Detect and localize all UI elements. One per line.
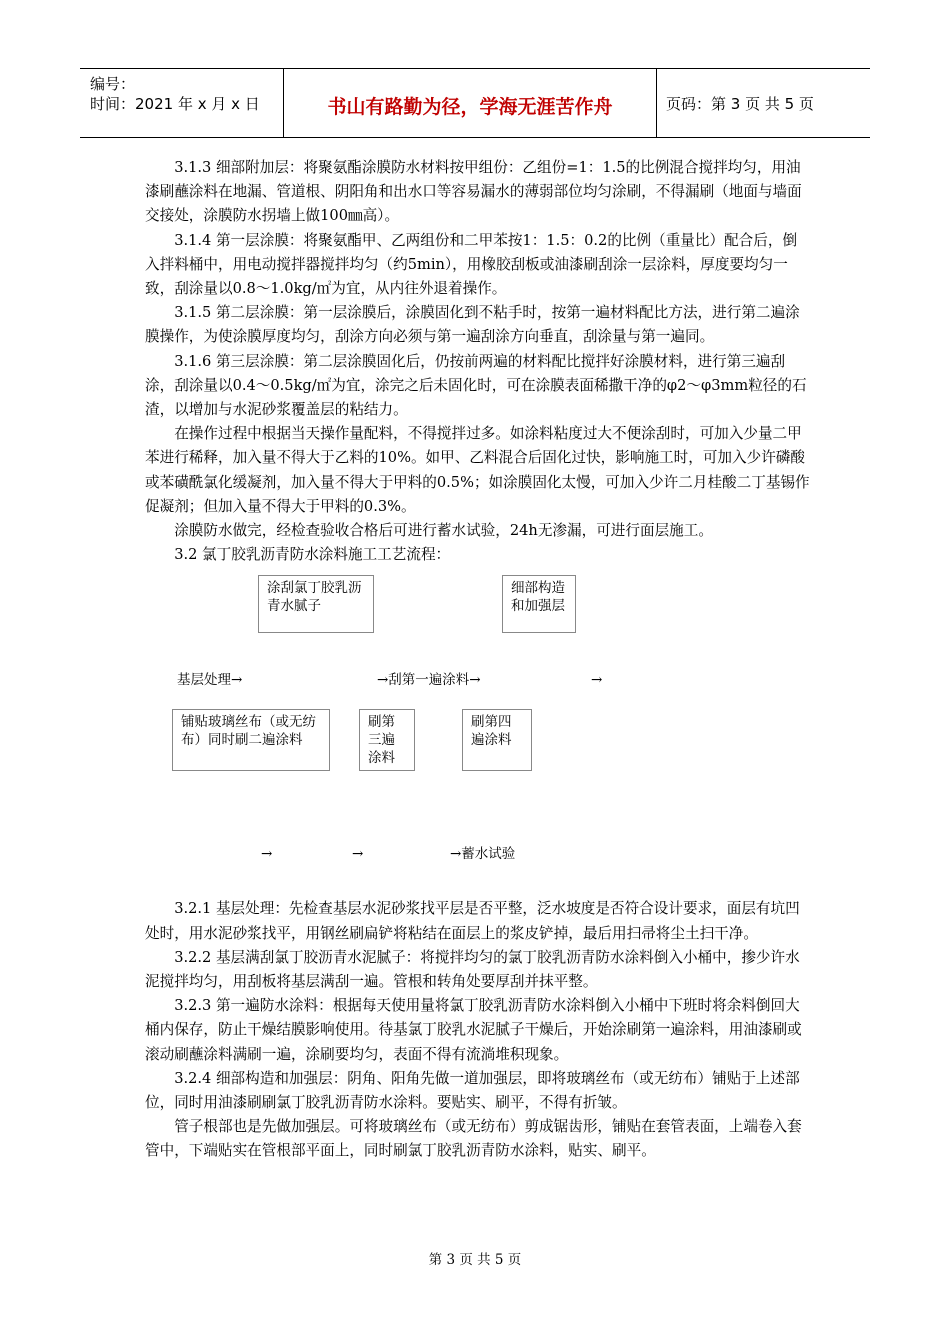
flow-box-fourth-coat: 刷第四遍涂料 bbox=[462, 709, 532, 771]
header-motto: 书山有路勤为径，学海无涯苦作舟 bbox=[327, 96, 613, 118]
page-header bbox=[80, 68, 870, 138]
flow-arrow: → bbox=[352, 846, 364, 863]
header-number-label: 编号： bbox=[90, 75, 136, 93]
flow-box-detail: 细部构造和加强层 bbox=[502, 575, 576, 633]
page-footer: 第 3 页 共 5 页 bbox=[428, 1252, 522, 1268]
header-motto-cell bbox=[283, 69, 657, 137]
paragraph: 管子根部也是先做加强层。可将玻璃丝布（或无纺布）剪成锯齿形，铺贴在套管表面，上端卷入套管中，下端贴实在管根部平面上，同时刷氯丁胶乳沥青防水涂料，贴实、刷平。 bbox=[145, 1118, 802, 1160]
paragraph: 3.1.3 细部附加层：将聚氨酯涂膜防水材料按甲组份：乙组份=1：1.5的比例混合搅拌均匀，用油漆刷蘸涂料在地漏、管道根、阴阳角和出水口等容易漏水的薄弱部位均匀涂刷，不得漏刷（地面与墙面交接处，涂膜防水拐墙上做100㎜高）。 bbox=[145, 159, 802, 225]
process-flowchart bbox=[145, 567, 810, 867]
section-heading: 3.2 氯丁胶乳沥青防水涂料施工工艺流程： bbox=[174, 546, 451, 564]
flow-step-base: 基层处理→ bbox=[177, 672, 243, 689]
paragraph: 3.2.4 细部构造和加强层：阴角、阳角先做一道加强层，即将玻璃丝布（或无纺布）铺贴于上述部位，同时用油漆刷刷氯丁胶乳沥青防水涂料。要贴实、刷平，不得有折皱。 bbox=[145, 1069, 800, 1112]
paragraph: 3.1.4 第一层涂膜：将聚氨酯甲、乙两组份和二甲苯按1：1.5：0.2的比例（重量比）配合后，倒入拌料桶中，用电动搅拌器搅拌均匀（约5min），用橡胶刮板或油漆刷刮涂一层涂料，厚度要均匀一致，刮涂量以0.8～1.0kg/㎡为宜，从内往外退着操作。 bbox=[145, 231, 798, 298]
paragraph: 3.1.5 第二层涂膜：第一层涂膜后，涂膜固化到不粘手时，按第一遍材料配比方法，进行第二遍涂膜操作，为使涂膜厚度均匀，刮涂方向必须与第一遍刮涂方向垂直，刮涂量与第一遍同。 bbox=[145, 304, 800, 346]
paragraph: 3.2.3 第一遍防水涂料：根据每天使用量将氯丁胶乳沥青防水涂料倒入小桶中下班时将余料倒回大桶内保存，防止干燥结膜影响使用。待基氯丁胶乳水泥腻子干燥后，开始涂刷第一遍涂料，用油漆刷或滚动刷蘸涂料满刷一遍，涂刷要均匀，表面不得有流淌堆积现象。 bbox=[145, 997, 802, 1063]
flow-arrow: → bbox=[261, 846, 273, 863]
header-date: 时间：2021 年 x 月 x 日 bbox=[90, 95, 260, 113]
flow-step-first-coat: →刮第一遍涂料→ bbox=[377, 672, 481, 689]
document-body bbox=[145, 156, 810, 1164]
paragraph: 3.2.1 基层处理：先检查基层水泥砂浆找平层是否平整，泛水坡度是否符合设计要求，面层有坑凹处时，用水泥砂浆找平，用钢丝刷扁铲将粘结在面层上的浆皮铲掉，最后用扫帚将尘土扫干净。 bbox=[145, 900, 800, 942]
flow-box-fiberglass: 铺贴玻璃丝布（或无纺布）同时刷二遍涂料 bbox=[172, 709, 330, 771]
flow-box-putty: 涂刮氯丁胶乳沥青水腻子 bbox=[258, 575, 374, 633]
header-page-info: 页码：第 3 页 共 5 页 bbox=[666, 95, 814, 113]
flow-step-water-test: →蓄水试验 bbox=[450, 846, 516, 863]
paragraph: 3.1.6 第三层涂膜：第二层涂膜固化后，仍按前两遍的材料配比搅拌好涂膜材料，进行第三遍刮涂，刮涂量以0.4～0.5kg/㎡为宜，涂完之后未固化时，可在涂膜表面稀撒干净的φ2～φ3mm粒径的石渣，以增加与水泥砂浆覆盖层的粘结力。 bbox=[145, 352, 807, 419]
header-meta-cell bbox=[80, 69, 280, 137]
flow-arrow: → bbox=[591, 672, 603, 689]
flow-box-third-coat: 刷第三遍涂料 bbox=[359, 709, 415, 771]
header-page-cell bbox=[656, 69, 870, 137]
paragraph: 3.2.2 基层满刮氯丁胶沥青水泥腻子：将搅拌均匀的氯丁胶乳沥青防水涂料倒入小桶中，掺少许水泥搅拌均匀，用刮板将基层满刮一遍。管根和转角处要厚刮并抹平整。 bbox=[145, 948, 800, 991]
paragraph: 涂膜防水做完，经检查验收合格后可进行蓄水试验，24h无渗漏，可进行面层施工。 bbox=[174, 522, 713, 540]
paragraph: 在操作过程中根据当天操作量配料，不得搅拌过多。如涂料粘度过大不便涂刮时，可加入少量二甲苯进行稀释，加入量不得大于乙料的10%。如甲、乙料混合后固化过快，影响施工时，可加入少许磷酸或苯磺酰氯化缓凝剂，加入量不得大于甲料的0.5%；如涂膜固化太慢，可加入少许二月桂酸二丁基锡作促凝剂；但加入量不得大于甲料的0.3%。 bbox=[145, 425, 810, 515]
